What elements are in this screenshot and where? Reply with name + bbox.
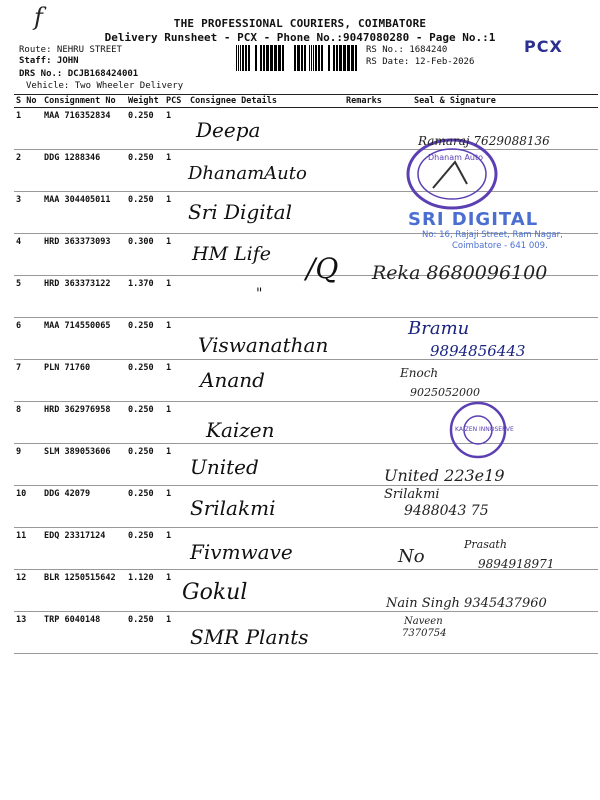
- cell-remarks: [344, 150, 400, 192]
- cell-consignment-no: HRD 363373122: [42, 276, 126, 318]
- cell-sno: 7: [14, 360, 42, 402]
- signature-11-phone: 9894918971: [478, 557, 555, 571]
- cell-pcs: 1: [164, 108, 188, 150]
- cell-remarks: [344, 360, 400, 402]
- signature-10-name: Srilakmi: [384, 487, 440, 502]
- consignee-sign-11: Fivmwave: [190, 540, 293, 564]
- cell-pcs: 1: [164, 612, 188, 654]
- cell-sno: 1: [14, 108, 42, 150]
- consignee-sign-5: ": [256, 286, 263, 302]
- signature-10-phone: 9488043 75: [404, 503, 489, 519]
- consignee-sign-3: Sri Digital: [188, 200, 293, 224]
- consignee-sign-9: United: [190, 455, 259, 479]
- consignee-sign-13: SMR Plants: [190, 625, 309, 649]
- consignee-sign-2: DhanamAuto: [188, 163, 307, 184]
- cell-consignment-no: DDG 42079: [42, 486, 126, 528]
- table-row: [14, 486, 598, 528]
- col-consignee: Consignee Details: [188, 95, 344, 108]
- document-title: THE PROFESSIONAL COURIERS, COIMBATORE: [173, 17, 427, 30]
- corner-mark: f: [34, 3, 43, 31]
- cell-weight: 1.370: [126, 276, 164, 318]
- cell-consignment-no: MAA 714550065: [42, 318, 126, 360]
- cell-sno: 9: [14, 444, 42, 486]
- signature-7-phone: 9025052000: [410, 386, 480, 399]
- cell-remarks: [344, 318, 400, 360]
- rs-number: RS No.: 1684240: [366, 45, 448, 55]
- pcx-logo: PCX: [524, 37, 563, 56]
- cell-sno: 6: [14, 318, 42, 360]
- cell-sno: 5: [14, 276, 42, 318]
- cell-remarks: [344, 108, 400, 150]
- signature-13-phone: 7370754: [402, 628, 447, 639]
- cell-sno: 8: [14, 402, 42, 444]
- table-row: [14, 444, 598, 486]
- cell-pcs: 1: [164, 570, 188, 612]
- sri-digital-stamp-address2: Coimbatore - 641 009.: [452, 241, 548, 251]
- cell-pcs: 1: [164, 528, 188, 570]
- col-pcs: PCS: [164, 95, 188, 108]
- cell-pcs: 1: [164, 486, 188, 528]
- cell-remarks: [344, 528, 400, 570]
- remarks-mark: /Q: [306, 252, 339, 285]
- signature-4: Reka 8680096100: [372, 262, 548, 284]
- cell-pcs: 1: [164, 192, 188, 234]
- cell-consignment-no: HRD 363373093: [42, 234, 126, 276]
- consignee-sign-4: HM Life: [192, 243, 272, 265]
- cell-weight: 1.120: [126, 570, 164, 612]
- cell-consignment-no: BLR 1250515642: [42, 570, 126, 612]
- rs-date: RS Date: 12-Feb-2026: [366, 57, 475, 67]
- cell-consignment-no: EDQ 23317124: [42, 528, 126, 570]
- cell-sno: 4: [14, 234, 42, 276]
- col-remarks: Remarks: [344, 95, 400, 108]
- cell-pcs: 1: [164, 444, 188, 486]
- cell-weight: 0.250: [126, 612, 164, 654]
- document-subtitle: Delivery Runsheet - PCX - Phone No.:9047080280 - Page No.:1: [104, 31, 496, 44]
- consignee-sign-10: Srilakmi: [190, 496, 276, 520]
- col-sno: S No: [14, 95, 42, 108]
- signature-13-name: Naveen: [404, 616, 443, 627]
- col-consignment: Consignment No: [42, 95, 126, 108]
- consignee-sign-6: Viswanathan: [198, 333, 329, 357]
- cell-remarks: [344, 192, 400, 234]
- signature-11-mark: No: [398, 546, 425, 567]
- cell-weight: 0.250: [126, 318, 164, 360]
- signature-9: United 223e19: [384, 466, 505, 485]
- cell-consignment-no: TRP 6040148: [42, 612, 126, 654]
- cell-weight: 0.250: [126, 150, 164, 192]
- cell-sno: 3: [14, 192, 42, 234]
- dhanam-seal-text: Dhanam Auto: [428, 153, 484, 162]
- sri-digital-stamp-name: SRI DIGITAL: [408, 209, 539, 230]
- signature-11-name: Prasath: [464, 538, 507, 551]
- table-header-row: [14, 95, 598, 108]
- signature-12: Nain Singh 9345437960: [386, 596, 547, 611]
- cell-consignment-no: PLN 71760: [42, 360, 126, 402]
- col-seal-signature: Seal & Signature: [400, 95, 598, 108]
- cell-pcs: 1: [164, 276, 188, 318]
- col-weight: Weight: [126, 95, 164, 108]
- cell-pcs: 1: [164, 234, 188, 276]
- drs-label: DRS No.: DCJB168424001: [19, 69, 139, 79]
- cell-consignment-no: MAA 304405011: [42, 192, 126, 234]
- consignee-sign-12: Gokul: [182, 580, 248, 605]
- cell-sno: 10: [14, 486, 42, 528]
- signature-6-phone: 9894856443: [430, 342, 526, 360]
- cell-pcs: 1: [164, 360, 188, 402]
- cell-weight: 0.250: [126, 486, 164, 528]
- cell-pcs: 1: [164, 150, 188, 192]
- cell-weight: 0.300: [126, 234, 164, 276]
- cell-pcs: 1: [164, 318, 188, 360]
- cell-sno: 2: [14, 150, 42, 192]
- route-label: Route: NEHRU STREET: [19, 45, 122, 55]
- cell-weight: 0.250: [126, 444, 164, 486]
- cell-sno: 13: [14, 612, 42, 654]
- signature-7-name: Enoch: [400, 366, 439, 380]
- consignee-sign-8: Kaizen: [206, 418, 275, 442]
- cell-remarks: [344, 402, 400, 444]
- table-row: [14, 360, 598, 402]
- cell-weight: 0.250: [126, 402, 164, 444]
- sri-digital-stamp-address1: No: 16, Rajaji Street, Ram Nagar,: [422, 230, 563, 240]
- cell-sno: 12: [14, 570, 42, 612]
- signature-1: Ramaraj 7629088136: [418, 134, 550, 148]
- cell-pcs: 1: [164, 402, 188, 444]
- consignee-sign-7: Anand: [200, 368, 265, 392]
- table-row: [14, 402, 598, 444]
- cell-weight: 0.250: [126, 360, 164, 402]
- cell-weight: 0.250: [126, 528, 164, 570]
- cell-remarks: [344, 612, 400, 654]
- consignee-sign-1: Deepa: [196, 118, 261, 142]
- cell-consignment-no: DDG 1288346: [42, 150, 126, 192]
- staff-label: Staff: JOHN: [19, 56, 79, 66]
- cell-consignment-no: MAA 716352834: [42, 108, 126, 150]
- cell-weight: 0.250: [126, 108, 164, 150]
- kaizen-seal-text: KAIZEN INNOSERVE: [455, 426, 514, 433]
- cell-consignment-no: HRD 362976958: [42, 402, 126, 444]
- cell-weight: 0.250: [126, 192, 164, 234]
- barcode-image: [234, 45, 360, 71]
- cell-consignment-no: SLM 389053606: [42, 444, 126, 486]
- cell-sno: 11: [14, 528, 42, 570]
- vehicle-label: Vehicle: Two Wheeler Delivery: [26, 81, 184, 91]
- signature-6-name: Bramu: [408, 318, 470, 339]
